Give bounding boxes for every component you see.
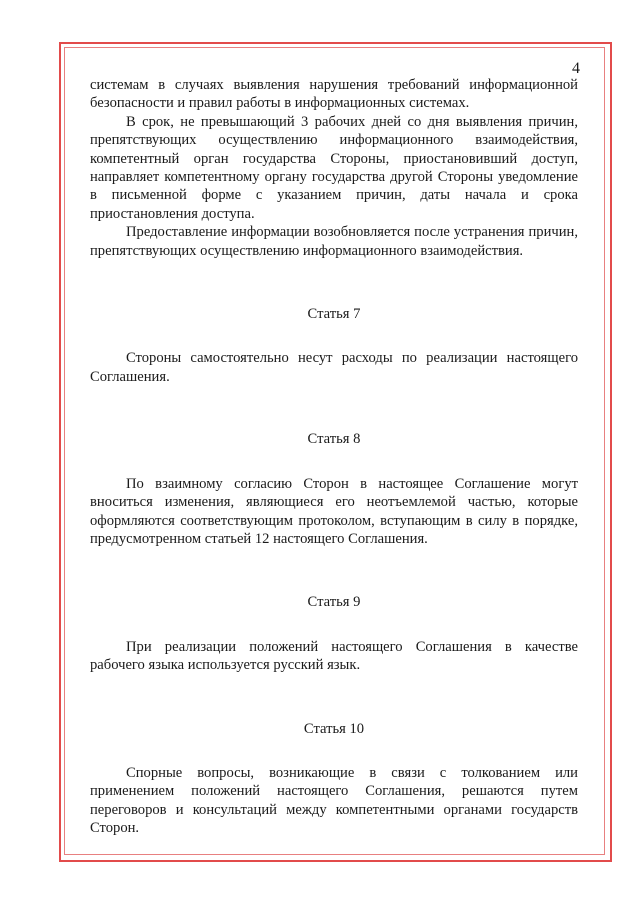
article-8-text: По взаимному согласию Сторон в настоящее Соглашение могут вноситься изменения, являющиеся его неотъемлемой частью, которые оформляются соответствующим протоколом, вступающим в силу в порядке, предусмотренном статьей 12 настоящего Соглашения.: [90, 475, 578, 547]
article-10-text: Спорные вопросы, возникающие в связи с толкованием или применением положений настоящего Соглашения, решаются путем переговоров и консультаций между компетентными органами государств Сторон.: [90, 764, 578, 837]
paragraph-continuation: системам в случаях выявления нарушения требований информационной безопасности и правил работы в информационных системах.: [90, 77, 578, 112]
article-7-title: Статья 7: [307, 306, 361, 323]
article-7-text: Стороны самостоятельно несут расходы по реализации настоящего Соглашения.: [90, 350, 578, 385]
paragraph-notification: В срок, не превышающий 3 рабочих дней со дня выявления причин, препятствующих осуществлению информационного взаимодействия, компетентный орган государства Стороны, приостановивший доступ, направляет компетентному органу государства другой Стороны уведомление в письменной форме с указанием причин, даты начала и срока приостановления доступа.: [90, 113, 578, 222]
paragraph-resumption: Предоставление информации возобновляется после устранения причин, препятствующих осуществлению информационного взаимодействия.: [90, 224, 578, 259]
document-body: [90, 76, 578, 838]
article-10-title: Статья 10: [303, 720, 365, 737]
article-9-title: Статья 9: [307, 594, 361, 611]
article-8-title: Статья 8: [307, 431, 361, 448]
page-number: 4: [572, 60, 580, 77]
article-9-text: При реализации положений настоящего Соглашения в качестве рабочего языка используется русский язык.: [90, 638, 578, 674]
